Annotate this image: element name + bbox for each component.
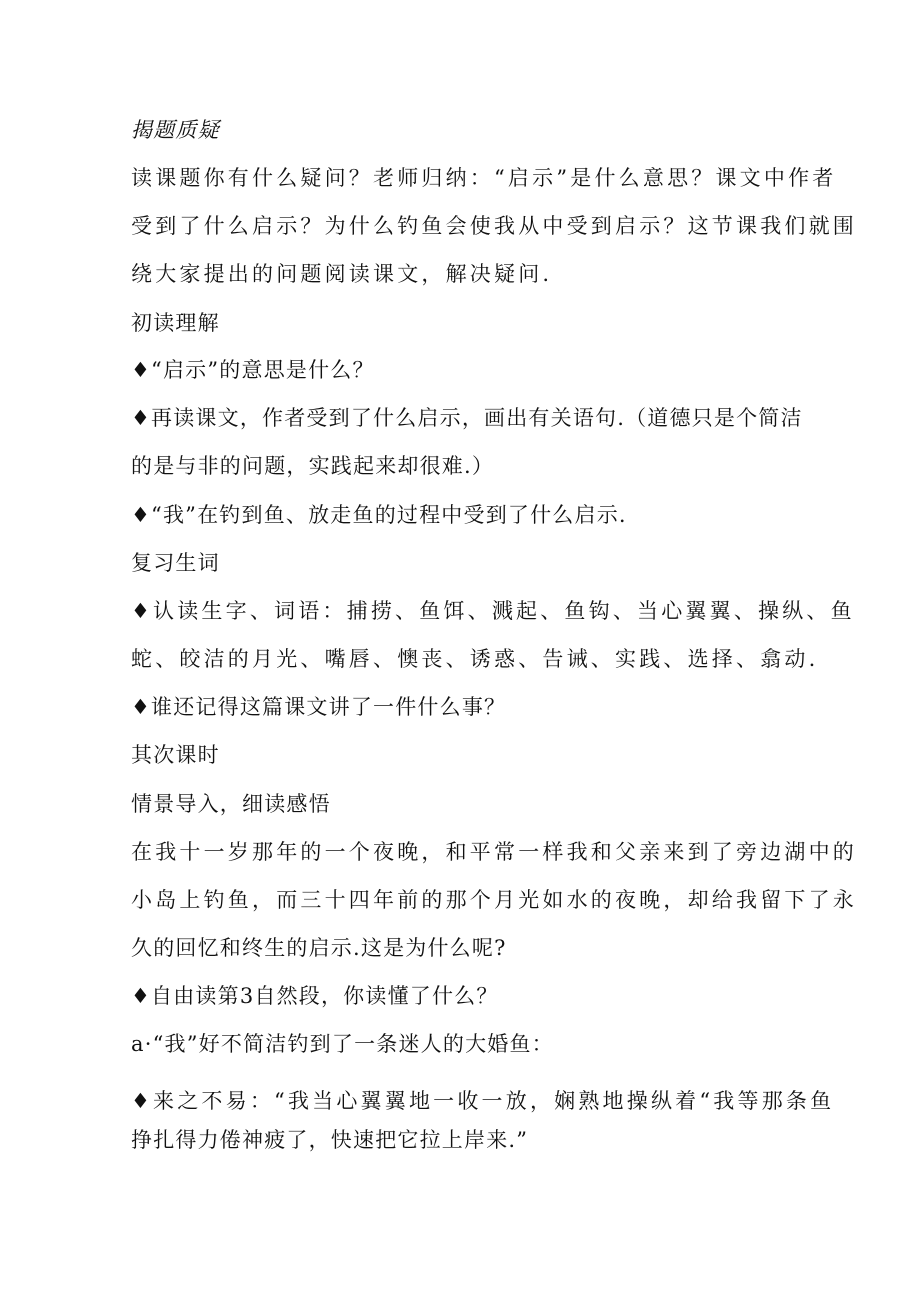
paragraph-line: 小岛上钓鱼，而三十四年前的那个月光如水的夜晚，却给我留下了永 xyxy=(131,888,857,912)
paragraph-line: 在我十一岁那年的一个夜晚，和平常一样我和父亲来到了旁边湖中的 xyxy=(131,840,857,864)
bullet-item: ♦认读生字、词语：捕捞、鱼饵、溅起、鱼钩、当心翼翼、操纵、鱼 xyxy=(131,599,855,623)
paragraph-line: 挣扎得力倦神疲了，快速把它拉上岸来.” xyxy=(131,1128,529,1152)
list-item-a: a·“我”好不简洁钓到了一条迷人的大婚鱼： xyxy=(131,1032,554,1056)
paragraph-line: 的是与非的问题，实践起来却很难.） xyxy=(131,454,495,478)
heading-reveal-topic: 揭题质疑 xyxy=(131,118,220,142)
paragraph-line: 绕大家提出的问题阅读课文，解决疑问. xyxy=(131,262,553,286)
bullet-item: ♦再读课文，作者受到了什么启示，画出有关语句.（道德只是个简洁 xyxy=(131,406,803,430)
bullet-item: ♦来之不易：“我当心翼翼地一收一放，娴熟地操纵着“我等那条鱼 xyxy=(131,1089,835,1113)
paragraph-line: 蛇、皎洁的月光、嘴唇、懊丧、诱惑、告诫、实践、选择、翕动. xyxy=(131,647,819,671)
heading-review-words: 复习生词 xyxy=(131,551,220,575)
heading-second-lesson: 其次课时 xyxy=(131,743,220,767)
paragraph-line: 受到了什么启示？为什么钓鱼会使我从中受到启示？这节课我们就围 xyxy=(131,214,857,238)
bullet-item: ♦“启示”的意思是什么？ xyxy=(131,358,375,382)
paragraph-line: 读课题你有什么疑问？老师归纳：“启示”是什么意思？课文中作者 xyxy=(131,166,837,190)
heading-first-reading: 初读理解 xyxy=(131,311,220,335)
paragraph-line: 久的回忆和终生的启示.这是为什么呢? xyxy=(131,936,507,960)
bullet-item: ♦“我”在钓到鱼、放走鱼的过程中受到了什么启示. xyxy=(131,503,627,527)
heading-scene-intro: 情景导入，细读感悟 xyxy=(131,792,331,816)
bullet-item: ♦自由读第3自然段，你读懂了什么？ xyxy=(131,984,499,1008)
bullet-item: ♦谁还记得这篇课文讲了一件什么事？ xyxy=(131,695,507,719)
